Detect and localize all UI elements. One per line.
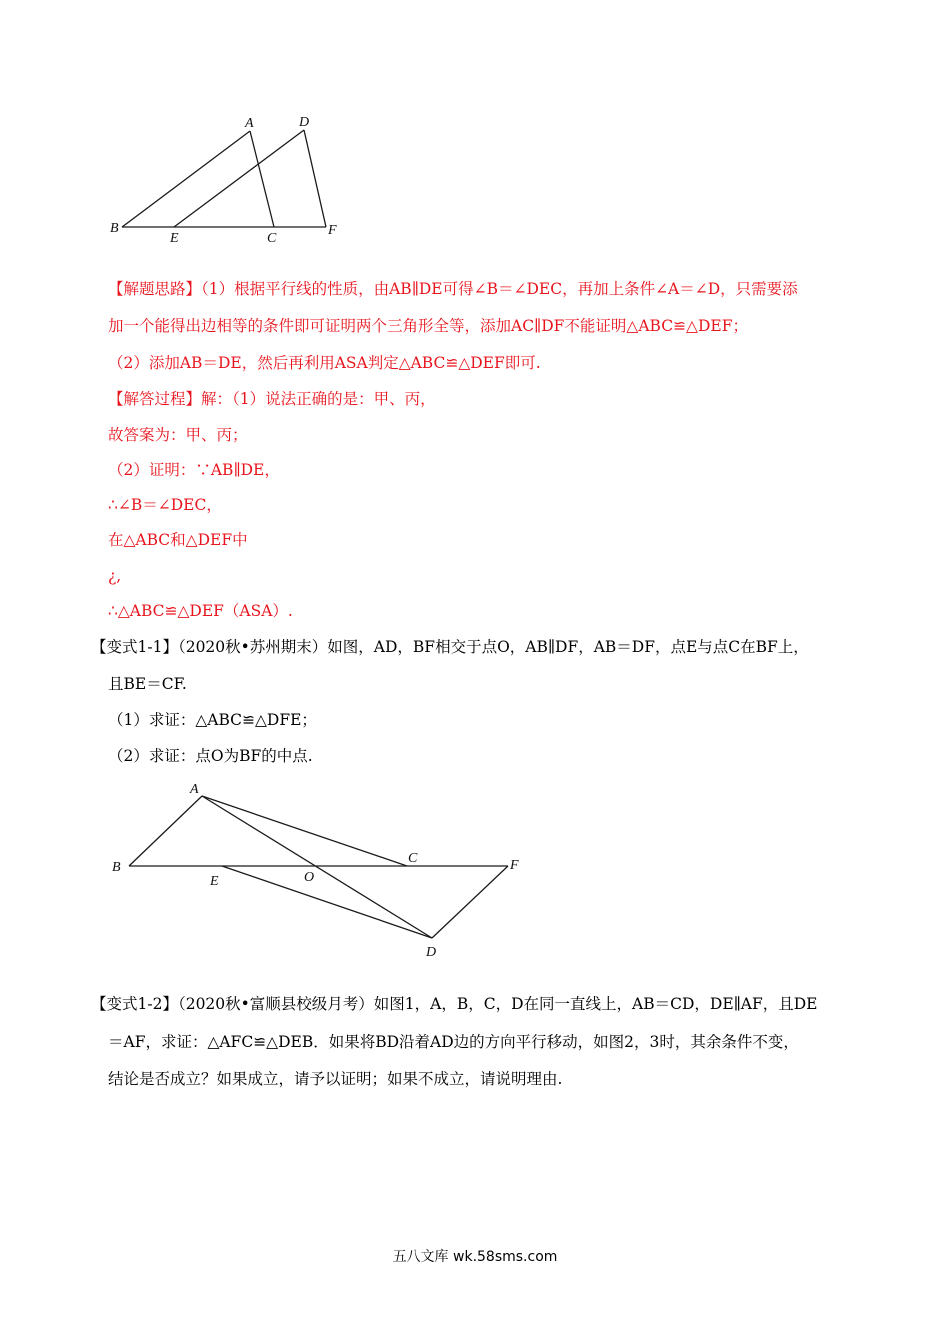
segment-BA [129, 796, 202, 866]
segment-AC [250, 131, 274, 227]
segment-FD [432, 866, 508, 938]
segment-BA [122, 131, 250, 227]
label-E: E [210, 874, 219, 889]
page-footer: 五八文库 wk.58sms.com [392, 1249, 558, 1265]
label-E: E [170, 231, 179, 246]
label-C: C [267, 231, 277, 246]
variant-1-2-line-2: ＝AF，求证：△AFC≌△DEB．如果将BD沿着AD边的方向平行移动，如图2，3时，其余条件不变， [108, 1033, 799, 1051]
label-A: A [245, 116, 254, 131]
solution-process-line-5: 在△ABC和△DEF中 [108, 531, 248, 549]
solution-process-line-4: ∴∠B＝∠DEC， [108, 496, 222, 514]
label-F: F [510, 858, 519, 873]
variant-1-1-question-2: （2）求证：点O为BF的中点. [108, 747, 313, 765]
solution-process-line-2: 故答案为：甲、丙； [108, 426, 248, 444]
solution-idea-line-1: 【解题思路】（1）根据平行线的性质，由AB∥DE可得∠B＝∠DEC，再加上条件∠A＝∠D，只需要添 [108, 280, 798, 298]
segment-AD [202, 796, 432, 938]
label-A: A [190, 782, 199, 797]
figure-1-triangles [100, 110, 360, 250]
figure-2-triangles [100, 775, 540, 965]
segment-AC [202, 796, 407, 866]
variant-1-1-line-2: 且BE＝CF. [108, 675, 187, 693]
solution-process-line-3: （2）证明：∵AB∥DE， [108, 461, 280, 479]
label-D: D [299, 115, 310, 130]
variant-1-2-line-1: 【变式1-2】（2020秋•富顺县校级月考）如图1，A，B，C，D在同一直线上，AB＝CD，DE∥AF，且DE [91, 995, 818, 1013]
solution-process-line-6: ¿, [108, 567, 122, 585]
variant-1-2-line-3: 结论是否成立？如果成立，请予以证明；如果不成立，请说明理由. [108, 1070, 563, 1088]
segment-ED [174, 130, 304, 227]
solution-idea-line-2: 加一个能得出边相等的条件即可证明两个三角形全等，添加AC∥DF不能证明△ABC≌△DEF； [108, 317, 748, 335]
label-B: B [110, 221, 119, 236]
label-D: D [426, 945, 437, 960]
solution-process-line-1: 【解答过程】解：（1）说法正确的是：甲、丙， [108, 390, 436, 408]
segment-DF [304, 130, 326, 227]
label-F: F [328, 223, 337, 238]
label-B: B [112, 860, 121, 875]
variant-1-1-question-1: （1）求证：△ABC≌△DFE； [108, 711, 317, 729]
label-C: C [408, 851, 418, 866]
variant-1-1-line-1: 【变式1-1】（2020秋•苏州期末）如图，AD，BF相交于点O，AB∥DF，AB＝DF，点E与点C在BF上， [91, 638, 809, 656]
solution-process-line-7: ∴△ABC≌△DEF（ASA）. [108, 602, 293, 620]
label-O: O [304, 870, 315, 885]
segment-ED [222, 866, 432, 938]
solution-idea-line-3: （2）添加AB＝DE，然后再利用ASA判定△ABC≌△DEF即可. [108, 354, 541, 372]
